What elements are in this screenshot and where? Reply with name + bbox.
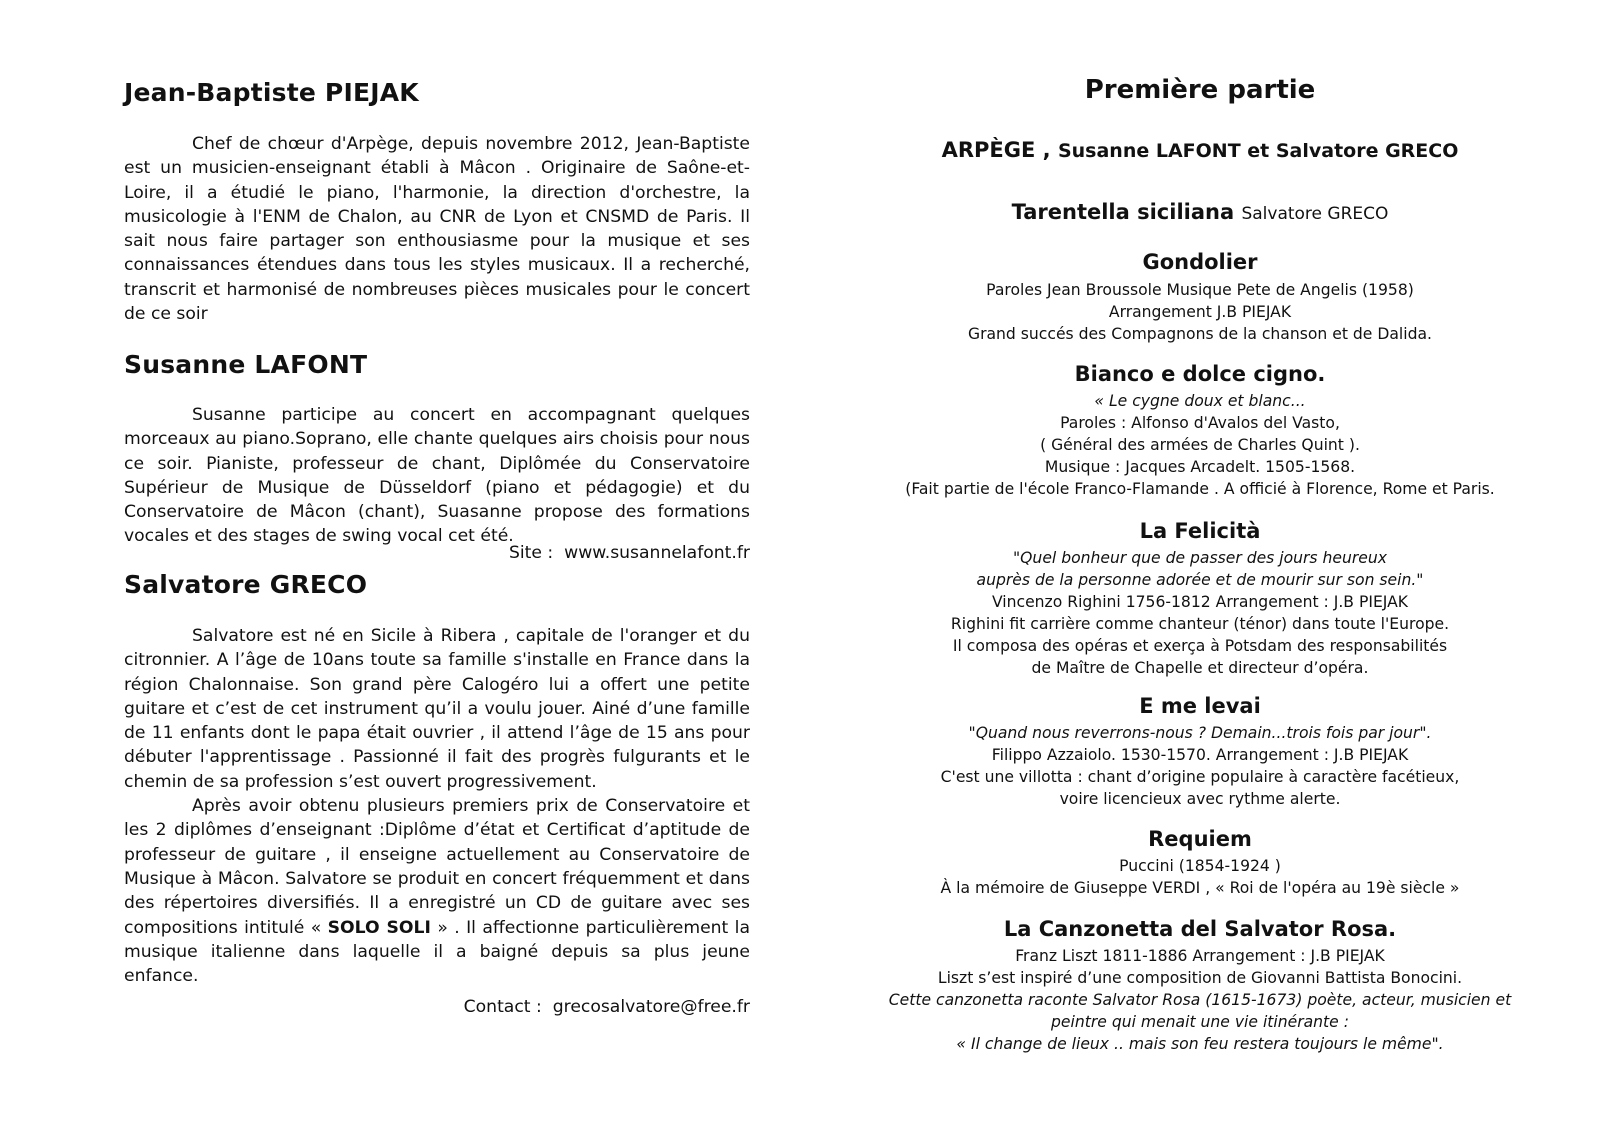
info-quote: "Quand nous reverrons-nous ? Demain...trois fois par jour". bbox=[968, 724, 1432, 742]
song-title: Tarentella siciliana bbox=[1011, 200, 1235, 224]
lafont-site-label: Site : bbox=[508, 543, 554, 563]
greco-contact-email[interactable]: grecosalvatore@free.fr bbox=[552, 997, 750, 1017]
lafont-bio-paragraph: Susanne participe au concert en accompagnant quelques morceaux au piano.Soprano, elle chante quelques airs choisis pour nous ce soir. Pianiste, professeur de chant, Diplômée du Conservatoire Supérieur de Musique de Düsseldorf (piano et pédagogie) et du Conservatoire de Mâcon (chant), Suasanne propose des formations vocales et des stages de swing vocal cet été. bbox=[124, 405, 750, 547]
song-info-levai bbox=[860, 722, 1540, 810]
info-line: Franz Liszt 1811-1886 Arrangement : J.B PIEJAK bbox=[1015, 947, 1385, 965]
info-line: Paroles Jean Broussole Musique Pete de Angelis (1958) bbox=[986, 281, 1414, 299]
piejak-heading: Jean-Baptiste PIEJAK bbox=[124, 78, 419, 107]
info-line: Il composa des opéras et exerça à Potsdam des responsabilités bbox=[952, 637, 1448, 655]
info-line: Filippo Azzaiolo. 1530-1570. Arrangement : J.B PIEJAK bbox=[991, 746, 1409, 764]
greco-bio-paragraph-2 bbox=[124, 794, 750, 988]
piejak-bio bbox=[124, 132, 750, 326]
info-italic-line: « Il change de lieux .. mais son feu restera toujours le même". bbox=[956, 1035, 1444, 1053]
song-title-canzonetta: La Canzonetta del Salvator Rosa. bbox=[1003, 917, 1397, 941]
performers-rest: Susanne LAFONT et Salvatore GRECO bbox=[1057, 140, 1459, 162]
greco-bio bbox=[124, 624, 750, 988]
info-line: Musique : Jacques Arcadelt. 1505-1568. bbox=[1044, 458, 1356, 476]
lafont-heading: Susanne LAFONT bbox=[124, 350, 368, 379]
info-italic-line: Cette canzonetta raconte Salvator Rosa (1615-1673) poète, acteur, musicien et bbox=[888, 991, 1512, 1009]
info-line: Paroles : Alfonso d'Avalos del Vasto, bbox=[1060, 414, 1340, 432]
info-line: À la mémoire de Giuseppe VERDI , « Roi de l'opéra au 19è siècle » bbox=[940, 879, 1460, 897]
greco-contact-label: Contact : bbox=[463, 997, 542, 1017]
song-title-felicita: La Felicità bbox=[1139, 519, 1261, 543]
performers-main: ARPÈGE , bbox=[941, 138, 1051, 162]
piejak-bio-paragraph: Chef de chœur d'Arpège, depuis novembre 2012, Jean-Baptiste est un musicien-enseignant établi à Mâcon . Originaire de Saône-et-Loire, il a étudié le piano, l'harmonie, la direction d'orchestre, la musicologie à l'ENM de Chalon, au CNR de Lyon et CNSMD de Paris. Il sait nous faire partager son enthousiasme pour la musique et ses connaissances étendues dans tous les styles musicaux. Il a recherché, transcrit et harmonisé de nombreuses pièces musicales pour le concert de ce soir bbox=[124, 134, 750, 325]
info-quote: « Le cygne doux et blanc... bbox=[1094, 392, 1306, 410]
left-page bbox=[124, 0, 750, 1134]
song-title-requiem: Requiem bbox=[1148, 827, 1252, 851]
info-line: voire licencieux avec rythme alerte. bbox=[1059, 790, 1341, 808]
info-quote: auprès de la personne adorée et de mourir sur son sein." bbox=[976, 571, 1424, 589]
cd-title: SOLO SOLI bbox=[327, 917, 431, 938]
song-title-levai: E me levai bbox=[1139, 694, 1261, 718]
info-line: ( Général des armées de Charles Quint ). bbox=[1040, 436, 1360, 454]
greco-bio-text-b: » . Il affectionne particulièrement la musique italienne dans laquelle il a baigné depuis sa plus jeune enfance. bbox=[124, 917, 750, 987]
info-line: Righini fit carrière comme chanteur (ténor) dans toute l'Europe. bbox=[950, 615, 1450, 633]
lafont-site-link[interactable]: www.susannelafont.fr bbox=[564, 543, 750, 563]
greco-bio-paragraph-1: Salvatore est né en Sicile à Ribera , capitale de l'oranger et du citronnier. A l’âge de 10ans toute sa famille s'installe en France dans la région Chalonnaise. Son grand père Calogéro lui a offert une petite guitare et c’est de cet instrument qu’il a voulu jouer. Ainé d’une famille de 11 enfants dont le papa était ouvrier , il attend l’âge de 15 ans pour débuter l'apprentissage . Passionné il fait des progrès fulgurants et le chemin de sa profession s’est ouvert progressivement. bbox=[124, 626, 750, 792]
greco-contact-line bbox=[464, 997, 750, 1017]
info-line: Vincenzo Righini 1756-1812 Arrangement : J.B PIEJAK bbox=[991, 593, 1409, 611]
song-info-bianco bbox=[860, 390, 1540, 500]
info-line: C'est une villotta : chant d’origine populaire à caractère facétieux, bbox=[940, 768, 1460, 786]
right-page bbox=[860, 0, 1540, 1134]
song-info-requiem bbox=[860, 855, 1540, 899]
performers-line bbox=[860, 138, 1540, 162]
lafont-site-line bbox=[509, 543, 750, 563]
info-italic-line: peintre qui menait une vie itinérante : bbox=[1051, 1013, 1349, 1031]
part-title: Première partie bbox=[1084, 75, 1316, 105]
song-title-bianco: Bianco e dolce cigno. bbox=[1074, 362, 1326, 386]
info-line: Puccini (1854-1924 ) bbox=[1119, 857, 1281, 875]
info-line: de Maître de Chapelle et directeur d’opéra. bbox=[1031, 659, 1369, 677]
info-line: Arrangement J.B PIEJAK bbox=[1108, 303, 1292, 321]
song-title-gondolier: Gondolier bbox=[1142, 250, 1258, 274]
info-line: Grand succés des Compagnons de la chanson et de Dalida. bbox=[968, 325, 1432, 343]
info-line: Liszt s’est inspiré d’une composition de Giovanni Battista Bonocini. bbox=[937, 969, 1463, 987]
song-composer: Salvatore GRECO bbox=[1241, 204, 1389, 224]
greco-bio-text-a: Après avoir obtenu plusieurs premiers prix de Conservatoire et les 2 diplômes d’enseignant :Diplôme d’état et Certificat d’aptitude de professeur de guitare , il enseigne actuellement au Conservatoire de Musique à Mâcon. Salvatore se produit en concert fréquemment et dans des répertoires diversifiés. Il a enregistré un CD de guitare avec ses compositions intitulé « bbox=[124, 796, 750, 938]
greco-heading: Salvatore GRECO bbox=[124, 570, 368, 599]
lafont-bio bbox=[124, 403, 750, 549]
info-line: (Fait partie de l'école Franco-Flamande . A officié à Florence, Rome et Paris. bbox=[905, 480, 1495, 498]
info-quote: "Quel bonheur que de passer des jours heureux bbox=[1012, 549, 1387, 567]
song-info-canzonetta bbox=[860, 945, 1540, 1055]
song-info-felicita bbox=[860, 547, 1540, 679]
song-tarentella bbox=[860, 200, 1540, 224]
song-info-gondolier bbox=[860, 279, 1540, 345]
